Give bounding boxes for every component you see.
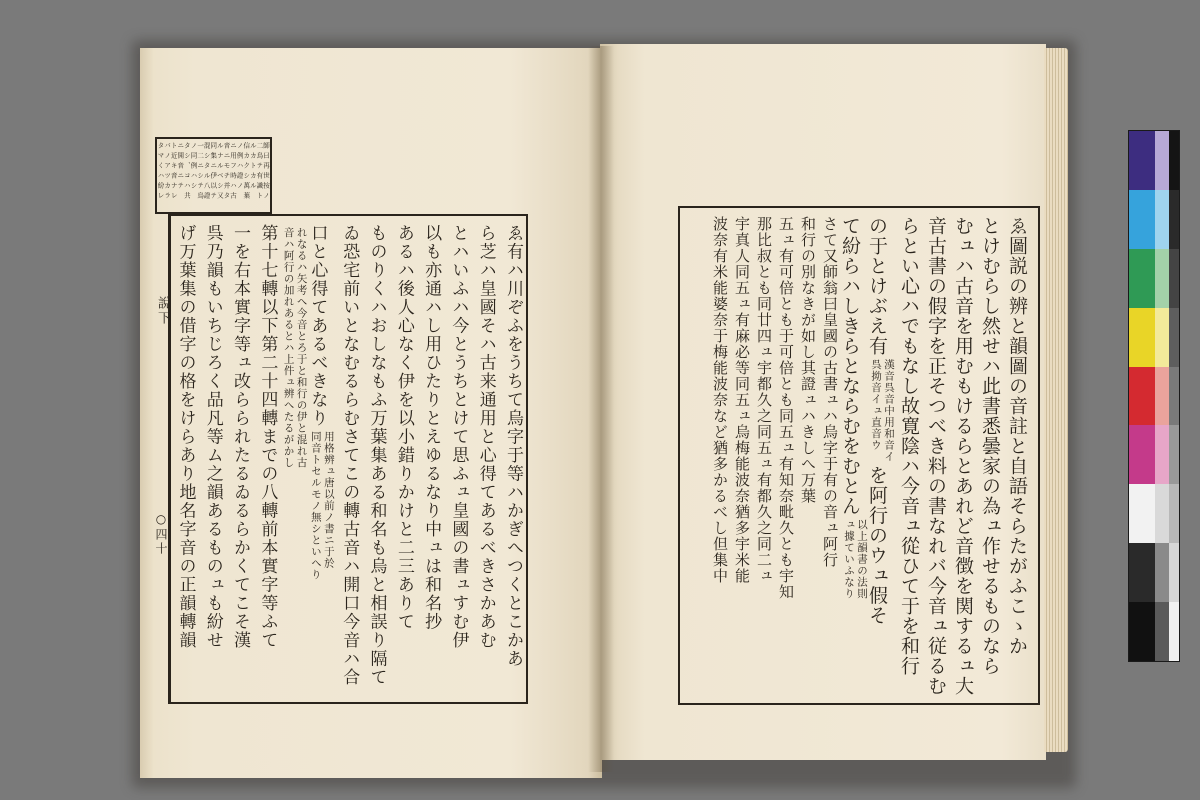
interlinear-note (309, 431, 335, 581)
calibration-patch (1155, 602, 1169, 661)
text-column (775, 216, 797, 703)
note-line: 音ハ阿行の加れあるとハ上件ュ辨へたるがかし (282, 227, 295, 469)
text-column (417, 224, 444, 702)
text-run: 混シタル八證 (202, 142, 211, 202)
left-body-text (171, 216, 526, 702)
text-run: タシ、コハ共 (182, 142, 191, 202)
text-run: らとい心ハでもなし故寛陰ハ今音ュ從ひて于を和行 (898, 216, 920, 676)
note-line: ュ據ていふなり (843, 519, 855, 600)
text-run: ものりくハおしなもふ万葉集ある和名も烏と相誤り隔て (366, 224, 387, 687)
calibration-patch (1169, 543, 1179, 602)
text-column (709, 216, 731, 703)
calibration-row (1129, 131, 1179, 190)
text-column (731, 216, 753, 703)
interlinear-note (842, 519, 868, 600)
calibration-patch (1169, 367, 1179, 426)
text-column (868, 216, 895, 703)
calibration-row (1129, 543, 1179, 602)
text-column (308, 224, 335, 702)
text-column (471, 224, 498, 702)
left-page (140, 48, 602, 778)
text-column (922, 216, 949, 703)
text-run: むュハ古音を用むもけるらとあれど音徴を関するュ大 (952, 216, 974, 696)
text-run: 以も亦通ハし用ひたりとえゆるなり中ュは和名抄 (421, 224, 442, 631)
calibration-row (1129, 425, 1179, 484)
text-column (753, 216, 775, 703)
calibration-patch (1169, 484, 1179, 543)
text-run: とハいふハ今とうちとけて思ふュ皇國の書ュすむ伊 (448, 224, 469, 650)
text-run: 師曰再世按ノ (262, 142, 270, 202)
calibration-patch (1129, 425, 1155, 484)
note-line: 漢音呉音中用和音イ (883, 359, 895, 463)
text-column (976, 216, 1003, 703)
text-run: て紛らハしきらとならむをむとん (839, 216, 861, 516)
text-column (390, 224, 417, 702)
text-run: バノアツカラ (163, 142, 172, 202)
interlinear-note (869, 359, 895, 463)
headnote-text (157, 139, 270, 212)
text-run: 那比叔とも同廿四ュ宇都久之同五ュ有都久之同二ュ (755, 216, 773, 584)
text-run: 第十七轉以下第二十四轉までの八轉前本實字等ふて (257, 224, 278, 650)
note-line: 用格辨ュ唐以前ノ書ニ于於 (322, 430, 335, 569)
calibration-patch (1129, 131, 1155, 190)
note-line: れなるハ矢考へ今音とろ于と和行の伊と混れ古 (295, 227, 308, 469)
right-page (600, 44, 1046, 760)
text-run: 信カクシ萬葉 (242, 142, 251, 202)
calibration-patch (1169, 190, 1179, 249)
text-run: ニ用フ時ハ古 (229, 142, 238, 202)
text-run: あるハ後人心なく伊を以小錯りかけと二三ありて (393, 224, 414, 631)
calibration-row (1129, 602, 1179, 661)
text-run: さて又師翁曰皇國の古書ュハ烏字于有の音ュ阿行 (821, 216, 839, 568)
note-line: 呉拗音イュ直音ウ (870, 359, 882, 451)
text-run: 和行の別なきが如し其證ュハきしへ万葉 (799, 216, 817, 504)
text-run: ゑ圖説の辨と韻圖の音註と自語そらたがふこゝか (1006, 216, 1028, 656)
book-gutter (588, 46, 614, 772)
text-column (499, 224, 526, 702)
text-run: ノ例ハ證ノ (235, 142, 244, 192)
calibration-patch (1155, 367, 1169, 426)
calibration-row (1129, 484, 1179, 543)
text-run: 音古書の假字を正そつべき料の書なれバ今音ュ従るむ (925, 216, 947, 696)
calibration-patch (1155, 484, 1169, 543)
text-run: ノ同例ハシ (189, 142, 198, 192)
text-column (1003, 216, 1030, 703)
calibration-patch (1155, 131, 1169, 190)
text-run: 宇真人同五ュ有麻必等同五ュ烏梅能波奈猶多宇米能 (733, 216, 751, 584)
calibration-patch (1129, 190, 1155, 249)
calibration-patch (1129, 367, 1155, 426)
text-column (280, 224, 307, 702)
calibration-row (1129, 190, 1179, 249)
calibration-patch (1169, 131, 1179, 190)
text-run: 二鳥テ有識ト (255, 142, 264, 202)
note-line: 以上韻書の法則 (856, 519, 868, 600)
calibration-patch (1155, 543, 1169, 602)
calibration-patch (1169, 602, 1179, 661)
text-column (226, 224, 253, 702)
calibration-patch (1129, 602, 1155, 661)
text-run: ニ開音ニテ (176, 142, 185, 192)
calibration-patch (1155, 308, 1169, 367)
note-line: 同音トセルモノ無シといへり (309, 430, 322, 580)
text-run: の于とけぶえ有 (866, 216, 888, 356)
calibration-patch (1129, 543, 1155, 602)
calibration-row (1129, 308, 1179, 367)
text-column (253, 224, 280, 702)
text-run: 同集ニ伊以テ (209, 142, 218, 202)
text-run: 一二ニシテ鳥 (196, 142, 205, 202)
page-edges (1044, 48, 1068, 752)
interlinear-note (282, 227, 308, 469)
text-run: 波奈有米能婆奈于梅能波奈など猶多かるべし但集中 (711, 216, 729, 584)
text-column (444, 224, 471, 702)
calibration-row (1129, 367, 1179, 426)
text-column (335, 224, 362, 702)
text-run: 一を右本實字等ュ改らられたるゐるらかくてこそ漢 (230, 224, 251, 650)
calibration-patch (1169, 249, 1179, 308)
text-column (362, 224, 389, 702)
calibration-patch (1155, 425, 1169, 484)
text-run: タマくハ紛レ (156, 142, 165, 202)
text-column (198, 224, 225, 702)
calibration-patch (1129, 484, 1155, 543)
calibration-patch (1169, 308, 1179, 367)
text-column (171, 224, 198, 702)
text-column (895, 216, 922, 703)
hashira-title: 說下 (155, 296, 170, 326)
text-run: を阿行のウュ假そ (866, 465, 888, 626)
text-run: 五ュ有可倍とも于可倍とも同五ュ有知奈毗久とも宇知 (777, 216, 795, 600)
page-number: ○四十 (154, 512, 168, 556)
text-run: 呉乃韻もいちじろく品凡等ム之韻あるものュも紛せ (202, 224, 223, 650)
text-run: ト近キ音ナレ (169, 142, 178, 202)
text-column (797, 216, 819, 703)
text-run: 口と心得てあるべきなり (307, 224, 328, 428)
calibration-patch (1169, 425, 1179, 484)
calibration-patch (1129, 249, 1155, 308)
headnote-box (155, 137, 272, 214)
calibration-patch (1155, 190, 1169, 249)
right-body-text (680, 208, 1038, 703)
text-run: ルカトカル (248, 142, 257, 192)
text-run: ルナルベシ又 (215, 142, 224, 202)
calibration-row (1129, 249, 1179, 308)
calibration-patch (1155, 249, 1169, 308)
text-column (819, 216, 841, 703)
left-text-frame (168, 214, 528, 704)
text-run: ゑ有ハ川ぞふをうちて烏字于等ハかぎへつくとこかあ (503, 224, 523, 668)
right-text-frame (678, 206, 1040, 705)
text-run: げ万葉集の借字の格をけらあり地名字音の正韻轉韻 (175, 224, 196, 650)
text-run: 音ニモチ并タ (222, 142, 231, 202)
text-column (949, 216, 976, 703)
text-run: ら芝ハ皇國そハ古来通用と心得てあるべきさかあむ (475, 224, 496, 650)
text-run: ゐ恐宅前いとなむるらむさてこの轉古音ハ開口今音ハ合 (339, 224, 360, 687)
text-column (157, 142, 164, 212)
text-run: とけむらし然せハ此書悉曇家の為ュ作せるものなら (979, 216, 1001, 676)
color-calibration-chart (1128, 130, 1180, 662)
calibration-patch (1129, 308, 1155, 367)
